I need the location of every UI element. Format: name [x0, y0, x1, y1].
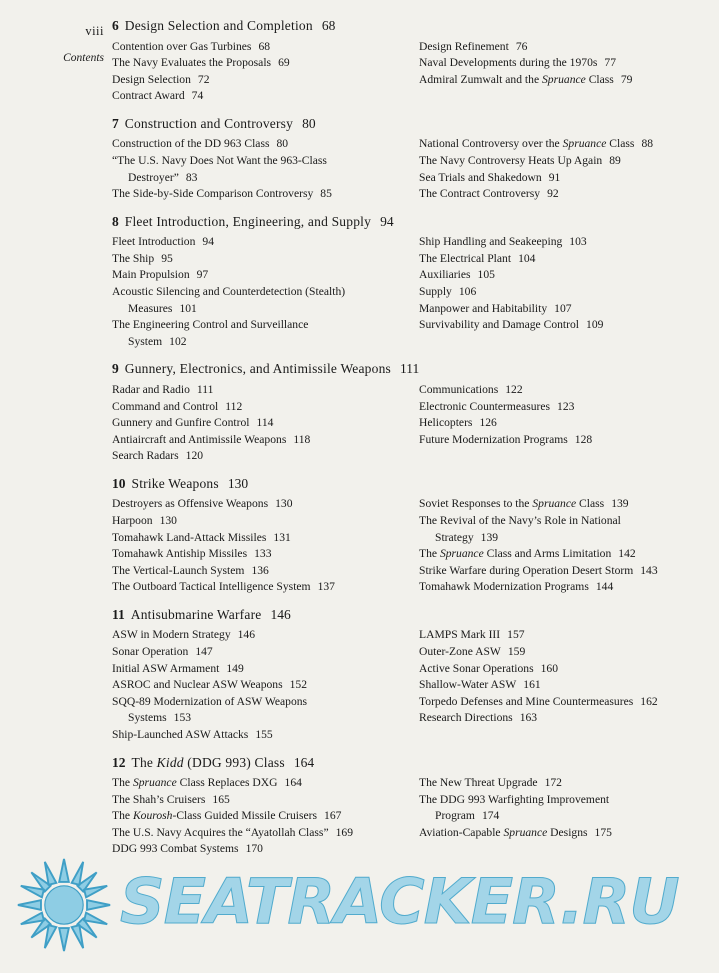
toc-entry-page: 123 — [557, 399, 575, 413]
toc-entry[interactable] — [419, 39, 698, 55]
toc-chapter-title: Strike Weapons — [131, 475, 219, 491]
toc-entry-label: ASROC and Nuclear ASW Weapons — [112, 678, 283, 692]
toc-chapter-page: 130 — [227, 475, 249, 491]
toc-chapter-number: 12 — [112, 754, 126, 770]
toc-entry-italic: Spruance — [439, 547, 484, 561]
toc-entry-label: SQQ-89 Modernization of ASW Weapons — [112, 694, 308, 708]
toc-entry-italic: Spruance — [132, 776, 177, 790]
toc-entry-page: 105 — [477, 268, 495, 282]
toc-entry-page: 165 — [212, 792, 230, 806]
toc-entry-label: Command and Control — [112, 399, 219, 413]
toc-entry-label: The Engineering Control and Surveillance — [112, 318, 309, 332]
toc-entry-label: System — [128, 334, 163, 348]
toc-chapter — [112, 214, 698, 351]
toc-column-left — [112, 382, 405, 465]
toc-entry-label: The Ship — [112, 251, 155, 265]
toc-entry[interactable] — [112, 55, 405, 71]
toc-chapter-title: Fleet Introduction, Engineering, and Supply — [124, 213, 372, 229]
toc-entry-label: The Spruance Class Replaces DXG — [112, 776, 278, 790]
toc-chapter-page: 164 — [293, 754, 315, 770]
toc-columns — [112, 234, 698, 350]
toc-entry-label: Supply — [419, 285, 452, 299]
toc-entry[interactable] — [112, 153, 405, 169]
toc-chapter-page: 146 — [270, 606, 291, 622]
toc-chapter-heading[interactable] — [112, 607, 698, 623]
toc-entry-page: 101 — [179, 301, 197, 315]
toc-entry[interactable] — [112, 39, 405, 55]
toc-columns — [112, 382, 698, 465]
toc-column-right — [405, 496, 698, 596]
toc-entry-label: ASW in Modern Strategy — [112, 628, 231, 642]
toc-entry-page: 91 — [548, 170, 561, 184]
toc-column-right — [405, 775, 698, 841]
toc-entry-page: 133 — [254, 547, 272, 561]
toc-chapter-number: 10 — [112, 475, 126, 491]
toc-entry[interactable] — [419, 825, 698, 841]
toc-entry-label: The Shah’s Cruisers — [112, 792, 206, 806]
toc-entry-label: DDG 993 Combat Systems — [112, 842, 239, 856]
toc-entry-label: Auxiliaries — [419, 268, 471, 282]
toc-entry-page: 147 — [195, 645, 213, 659]
toc-entry[interactable] — [419, 72, 698, 88]
toc-entry-page: 72 — [197, 72, 210, 86]
toc-entry-page: 139 — [611, 497, 629, 511]
toc-entry[interactable] — [419, 627, 698, 643]
page-number: viii — [85, 24, 104, 38]
toc-entry-page: 155 — [255, 728, 273, 741]
toc-entry[interactable] — [112, 727, 405, 743]
toc-chapter-heading[interactable] — [112, 476, 698, 492]
toc-entry[interactable] — [419, 579, 698, 595]
toc-entry[interactable] — [112, 694, 405, 710]
toc-entry-page: 120 — [185, 449, 204, 463]
toc-entry[interactable] — [112, 136, 405, 152]
toc-entry-page: 128 — [574, 432, 593, 446]
toc-entry-page: 146 — [237, 628, 256, 642]
toc-entry-label: Soviet Responses to the Spruance Class — [419, 497, 605, 511]
toc-entry[interactable] — [112, 496, 405, 512]
toc-entry-label: Tomahawk Modernization Programs — [419, 580, 589, 594]
toc-entry[interactable] — [112, 579, 405, 595]
toc-entry-label: Strategy — [435, 530, 474, 544]
toc-chapter-heading[interactable] — [112, 214, 698, 230]
toc-entry-label: The Side-by-Side Comparison Controversy — [112, 187, 314, 201]
toc-chapter-page: 94 — [380, 213, 394, 229]
toc-column-right — [405, 39, 698, 89]
toc-entry-label: Survivability and Damage Control — [419, 318, 580, 332]
toc-entry[interactable] — [112, 627, 405, 643]
toc-column-right — [405, 627, 698, 727]
toc-chapter-number: 7 — [112, 115, 119, 131]
toc-entry[interactable] — [419, 563, 698, 579]
toc-entry[interactable] — [419, 792, 698, 808]
toc-entry-page: 143 — [640, 563, 658, 577]
toc-chapter-heading[interactable] — [112, 116, 698, 132]
toc-entry-page: 74 — [191, 89, 204, 103]
toc-chapter-title: Construction and Controversy — [124, 115, 294, 131]
toc-entry[interactable] — [419, 644, 698, 660]
toc-chapter-page: 111 — [400, 361, 420, 377]
toc-column-left — [112, 136, 405, 202]
toc-entry-label: Destroyers as Offensive Weapons — [112, 497, 269, 511]
toc-entry[interactable] — [112, 334, 405, 350]
toc-entry-page: 149 — [226, 661, 244, 675]
toc-entry-label: “The U.S. Navy Does Not Want the 963-Class — [112, 153, 327, 167]
toc-entry[interactable] — [112, 399, 405, 415]
toc-entry-page: 160 — [540, 661, 559, 675]
toc-entry[interactable] — [419, 496, 698, 512]
toc-entry-page: 139 — [480, 530, 499, 544]
toc-entry-label: The Electrical Plant — [419, 251, 512, 265]
toc-entry-label: The Navy Controversy Heats Up Again — [419, 153, 603, 167]
toc-entry-page: 76 — [515, 39, 528, 53]
toc-entry-label: The Revival of the Navy’s Role in National — [419, 513, 621, 527]
toc-entry[interactable] — [419, 301, 698, 317]
toc-entry-page: 162 — [640, 694, 658, 708]
toc-entry[interactable] — [419, 55, 698, 71]
toc-entry[interactable] — [112, 775, 405, 791]
toc-entry-label: The U.S. Navy Acquires the “Ayatollah Class” — [112, 825, 329, 839]
toc-entry-page: 97 — [196, 268, 209, 282]
toc-entry[interactable] — [419, 513, 698, 529]
toc-chapter-title: Gunnery, Electronics, and Antimissile Weapons — [124, 361, 391, 377]
toc-entry[interactable] — [112, 284, 405, 300]
toc-entry[interactable] — [112, 841, 405, 857]
toc-entry[interactable] — [419, 251, 698, 267]
toc-entry-label: Future Modernization Programs — [419, 432, 568, 446]
toc-entry[interactable] — [419, 432, 698, 448]
toc-entry-label: Ship-Launched ASW Attacks — [112, 728, 249, 741]
toc-entry-page: 112 — [225, 399, 243, 413]
toc-entry-label: Search Radars — [112, 449, 179, 463]
toc-entry-page: 170 — [245, 842, 263, 856]
toc-entry-label: Design Refinement — [419, 39, 509, 53]
toc-entry[interactable] — [112, 825, 405, 841]
toc-chapter — [112, 755, 698, 858]
toc-columns — [112, 775, 698, 858]
toc-entry-label: Acoustic Silencing and Counterdetection (Stealth) — [112, 285, 346, 299]
toc-entry-page: 118 — [293, 432, 311, 446]
toc-entry-page: 79 — [620, 72, 633, 86]
toc-entry[interactable] — [419, 170, 698, 186]
toc-entry[interactable] — [112, 677, 405, 693]
running-head: Contents — [63, 52, 104, 64]
toc-column-right — [405, 136, 698, 202]
toc-entry[interactable] — [419, 186, 698, 202]
toc-entry[interactable] — [419, 710, 698, 726]
toc-entry[interactable] — [112, 382, 405, 398]
toc-entry[interactable] — [419, 546, 698, 562]
toc-chapter-number: 11 — [112, 606, 125, 622]
toc-entry-page: 174 — [481, 809, 500, 823]
toc-entry[interactable] — [112, 251, 405, 267]
toc-entry[interactable] — [419, 284, 698, 300]
toc-entry[interactable] — [419, 136, 698, 152]
toc-entry-label: Fleet Introduction — [112, 235, 196, 249]
toc-entry[interactable] — [112, 448, 405, 464]
toc-chapter — [112, 476, 698, 596]
toc-entry-italic: Spruance — [562, 137, 607, 151]
toc-chapter-title: The Kidd (DDG 993) Class — [131, 754, 285, 770]
toc-entry[interactable] — [419, 267, 698, 283]
toc-columns — [112, 496, 698, 596]
toc-entry-label: Antiaircraft and Antimissile Weapons — [112, 432, 287, 446]
toc-entry-label: Sonar Operation — [112, 645, 189, 659]
toc-entry[interactable] — [112, 563, 405, 579]
toc-entry[interactable] — [112, 661, 405, 677]
toc-entry-page: 88 — [641, 137, 654, 151]
toc-entry[interactable] — [112, 170, 405, 186]
toc-entry[interactable] — [419, 317, 698, 333]
toc-column-left — [112, 496, 405, 596]
toc-entry[interactable] — [112, 72, 405, 88]
toc-entry-label: Contention over Gas Turbines — [112, 39, 252, 53]
toc-entry-page: 161 — [523, 678, 541, 692]
toc-entry[interactable] — [112, 432, 405, 448]
toc-entry-page: 159 — [507, 645, 526, 659]
toc-chapter — [112, 116, 698, 203]
toc-entry-label: Helicopters — [419, 416, 473, 430]
toc-entry-page: 136 — [251, 563, 269, 577]
toc-entry-page: 131 — [273, 530, 291, 544]
toc-column-left — [112, 775, 405, 858]
toc-chapter-number: 9 — [112, 361, 119, 377]
toc-entry[interactable] — [419, 382, 698, 398]
toc-entry-page: 83 — [185, 170, 198, 184]
toc-entry[interactable] — [112, 530, 405, 546]
toc-entry[interactable] — [419, 808, 698, 824]
toc-entry-label: Outer-Zone ASW — [419, 645, 501, 659]
toc-entry[interactable] — [112, 808, 405, 824]
toc-entry-page: 164 — [284, 776, 302, 790]
toc-chapter-heading[interactable] — [112, 755, 698, 771]
toc-entry-label: Research Directions — [419, 711, 513, 725]
toc-entry-page: 104 — [518, 251, 536, 265]
toc-entry-label: Harpoon — [112, 513, 153, 527]
toc-entry-label: Tomahawk Antiship Missiles — [112, 547, 248, 561]
toc-entry-page: 157 — [507, 628, 525, 642]
toc-chapter-page: 80 — [302, 115, 316, 131]
toc-entry-label: Admiral Zumwalt and the Spruance Class — [419, 72, 614, 86]
toc-entry[interactable] — [112, 792, 405, 808]
toc-entry-page: 69 — [278, 56, 290, 70]
toc-entry-label: The Vertical-Launch System — [112, 563, 245, 577]
toc-entry-label: Ship Handling and Seakeeping — [419, 235, 563, 249]
toc-entry-page: 153 — [173, 711, 192, 725]
toc-entry-page: 175 — [594, 825, 612, 839]
toc-entry-page: 95 — [161, 251, 173, 265]
toc-columns — [112, 627, 698, 743]
toc-entry-label: Initial ASW Armament — [112, 661, 220, 675]
toc-entry-page: 89 — [609, 153, 621, 167]
toc-entry-label: The Kourosh-Class Guided Missile Cruisers — [112, 809, 318, 823]
toc-entry-label: Torpedo Defenses and Mine Countermeasures — [419, 694, 634, 708]
toc-entry-page: 172 — [544, 776, 562, 790]
toc-entry-label: Manpower and Habitability — [419, 301, 548, 315]
toc-chapter-heading[interactable] — [112, 361, 698, 377]
toc-entry-label: Measures — [128, 301, 173, 315]
toc-column-left — [112, 234, 405, 350]
toc-entry-label: Shallow-Water ASW — [419, 678, 517, 692]
toc-entry-label: The Contract Controversy — [419, 187, 541, 201]
toc-column-right — [405, 382, 698, 448]
toc-chapter-title: Design Selection and Completion — [124, 18, 313, 33]
toc-entry-label: Strike Warfare during Operation Desert Storm — [419, 563, 634, 577]
toc-entry[interactable] — [419, 399, 698, 415]
toc-entry-italic: Spruance — [542, 72, 586, 86]
toc-entry-page: 152 — [289, 678, 307, 692]
toc-entry-page: 102 — [169, 334, 187, 348]
toc-entry[interactable] — [112, 644, 405, 660]
toc-entry-page: 109 — [586, 318, 604, 332]
toc-chapter-number: 6 — [112, 18, 119, 33]
toc-entry[interactable] — [112, 301, 405, 317]
toc-entry[interactable] — [419, 775, 698, 791]
toc-entry[interactable] — [419, 153, 698, 169]
toc-entry-page: 126 — [479, 416, 497, 430]
sun-burst-icon — [16, 857, 112, 953]
toc-entry[interactable] — [112, 546, 405, 562]
toc-entry-page: 114 — [256, 416, 274, 430]
toc-entry-page: 68 — [258, 39, 271, 53]
toc-entry-page: 167 — [324, 809, 342, 823]
toc-entry-label: Sea Trials and Shakedown — [419, 170, 542, 184]
toc-entry[interactable] — [112, 88, 405, 104]
toc-entry-page: 103 — [569, 235, 587, 249]
toc-entry-page: 122 — [505, 382, 523, 396]
toc-entry[interactable] — [112, 710, 405, 726]
toc-entry-page: 142 — [618, 547, 636, 561]
toc-chapter — [112, 607, 698, 744]
toc-entry-page: 130 — [159, 513, 177, 527]
toc-entry-label: Main Propulsion — [112, 268, 190, 282]
toc-entry[interactable] — [112, 186, 405, 202]
table-of-contents — [112, 18, 698, 869]
toc-entry-label: Program — [435, 809, 475, 823]
toc-entry[interactable] — [112, 415, 405, 431]
toc-chapter — [112, 18, 698, 105]
toc-chapter-title: Antisubmarine Warfare — [130, 606, 262, 622]
toc-entry-label: The DDG 993 Warfighting Improvement — [419, 792, 610, 806]
toc-chapter-title-italic: Kidd — [156, 754, 184, 770]
toc-column-left — [112, 39, 405, 105]
toc-entry-label: Contract Award — [112, 89, 185, 103]
toc-entry-label: Active Sonar Operations — [419, 661, 534, 675]
toc-chapter-number: 8 — [112, 213, 119, 229]
toc-chapter-heading[interactable] — [112, 18, 698, 34]
toc-entry-page: 85 — [320, 187, 332, 201]
toc-chapter — [112, 361, 698, 464]
toc-entry[interactable] — [112, 317, 405, 333]
toc-entry-italic: Spruance — [532, 497, 577, 511]
toc-entry-label: Naval Developments during the 1970s — [419, 56, 598, 70]
toc-entry-label: Aviation-Capable Spruance Designs — [419, 825, 588, 839]
toc-entry[interactable] — [419, 415, 698, 431]
toc-entry-italic: Kourosh — [132, 809, 173, 823]
toc-entry-label: The Outboard Tactical Intelligence System — [112, 580, 311, 594]
toc-entry[interactable] — [112, 513, 405, 529]
toc-entry-page: 169 — [335, 825, 353, 839]
toc-entry-page: 163 — [519, 711, 538, 725]
toc-entry[interactable] — [419, 234, 698, 250]
toc-entry-label: Tomahawk Land-Attack Missiles — [112, 530, 267, 544]
toc-entry-label: Radar and Radio — [112, 382, 190, 396]
toc-entry-label: Systems — [128, 711, 167, 725]
toc-entry-page: 80 — [276, 137, 289, 151]
toc-columns — [112, 39, 698, 105]
watermark-text: SEATRACKER.RU — [120, 865, 679, 938]
toc-entry[interactable] — [419, 677, 698, 693]
toc-entry-page: 106 — [458, 285, 477, 299]
toc-entry[interactable] — [112, 267, 405, 283]
toc-entry-page: 107 — [554, 301, 572, 315]
toc-entry-page: 111 — [196, 382, 214, 396]
toc-entry-label: Gunnery and Gunfire Control — [112, 416, 250, 430]
toc-entry-label: The Navy Evaluates the Proposals — [112, 56, 272, 70]
toc-entry-page: 130 — [275, 497, 293, 511]
toc-column-right — [405, 234, 698, 334]
toc-entry-page: 92 — [547, 187, 559, 201]
toc-entry[interactable] — [112, 234, 405, 250]
toc-entry-label: Electronic Countermeasures — [419, 399, 551, 413]
toc-entry-page: 137 — [317, 580, 335, 594]
toc-entry-label: LAMPS Mark III — [419, 628, 501, 642]
toc-entry-italic: Spruance — [503, 825, 548, 839]
toc-entry[interactable] — [419, 530, 698, 546]
toc-chapter-page: 68 — [321, 18, 336, 33]
toc-entry[interactable] — [419, 694, 698, 710]
toc-column-left — [112, 627, 405, 743]
toc-entry[interactable] — [419, 661, 698, 677]
toc-entry-page: 77 — [604, 56, 616, 70]
toc-entry-label: Communications — [419, 382, 499, 396]
toc-entry-label: Construction of the DD 963 Class — [112, 137, 270, 151]
toc-entry-label: The New Threat Upgrade — [419, 776, 538, 790]
toc-entry-label: The Spruance Class and Arms Limitation — [419, 547, 612, 561]
toc-entry-label: Destroyer” — [128, 170, 179, 184]
toc-entry-label: Design Selection — [112, 72, 191, 86]
toc-entry-page: 144 — [595, 580, 614, 594]
toc-entry-label: National Controversy over the Spruance Class — [419, 137, 635, 151]
toc-columns — [112, 136, 698, 202]
toc-entry-page: 94 — [202, 235, 214, 249]
watermark — [8, 857, 711, 967]
